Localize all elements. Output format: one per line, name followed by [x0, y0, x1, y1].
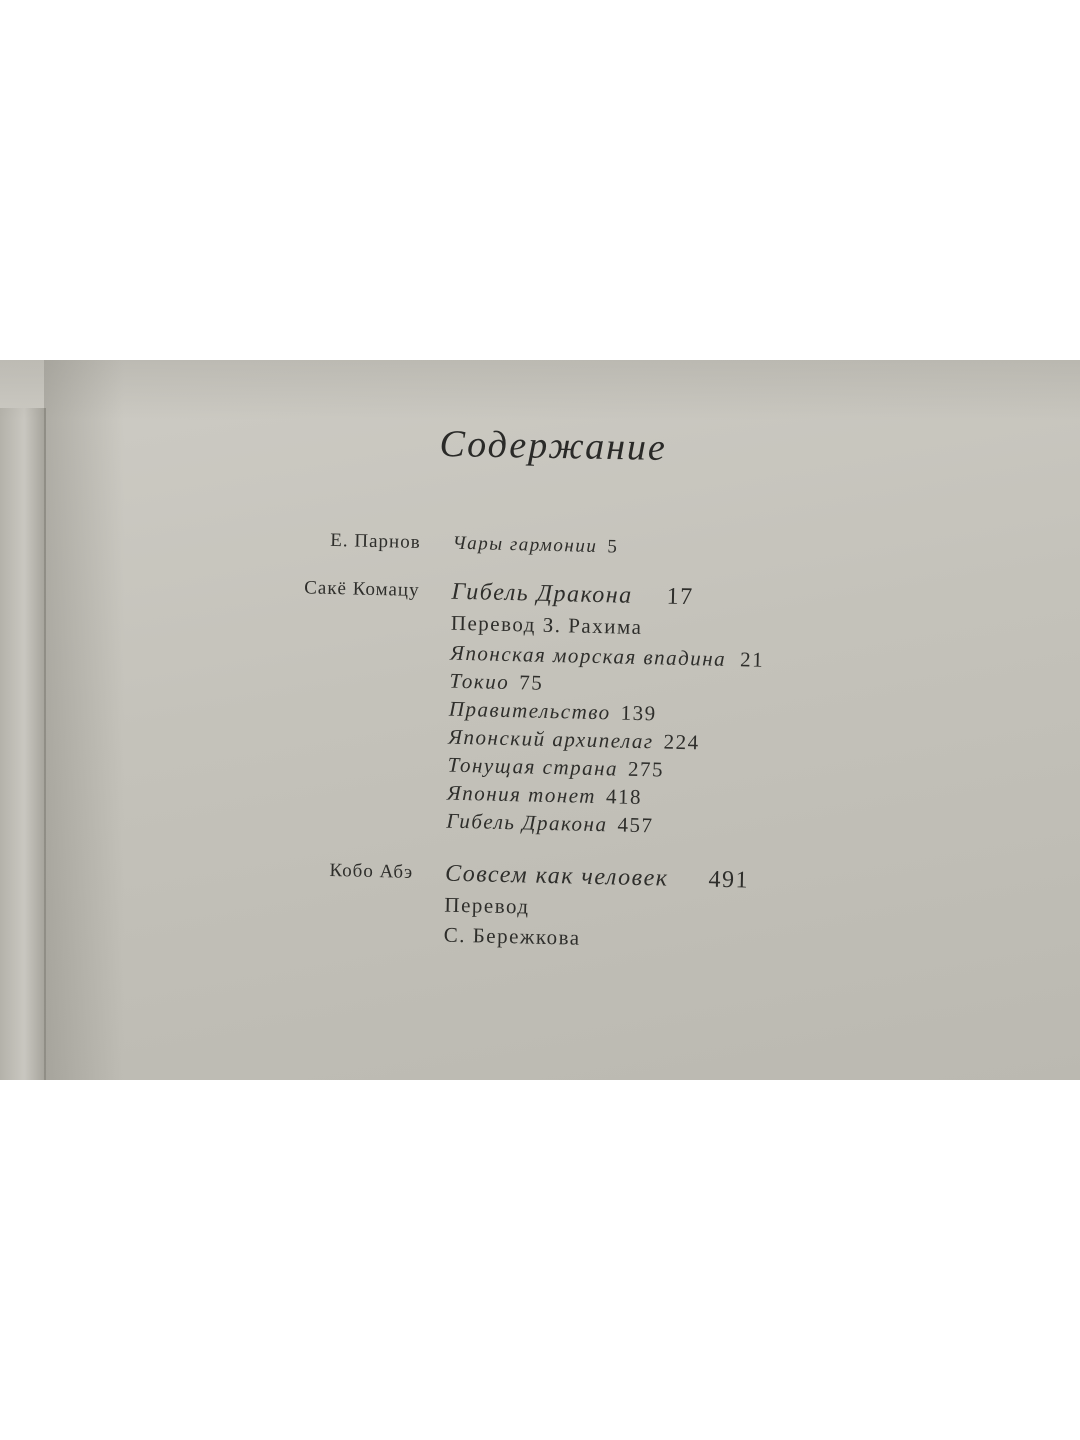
toc-author: Е. Парнов: [330, 529, 421, 553]
chapter-title: Токио: [449, 668, 510, 695]
page-title: Содержание: [439, 422, 668, 469]
toc-entry-title: Гибель Дракона: [451, 578, 634, 609]
toc-chapter: [448, 725, 700, 756]
toc-entry-title: Совсем как человек: [444, 860, 669, 892]
toc-page-number: 491: [708, 866, 750, 894]
chapter-page: 418: [605, 784, 643, 810]
book-page-photo: [0, 360, 1080, 1080]
chapter-page: 457: [617, 812, 654, 838]
toc-list: [0, 360, 1080, 1080]
toc-page-number: 17: [666, 583, 694, 611]
toc-chapter: [447, 753, 664, 783]
toc-author: Кобо Абэ: [329, 860, 414, 883]
chapter-page: 275: [627, 756, 665, 782]
toc-entry: [452, 533, 618, 559]
chapter-title: Гибель Дракона: [446, 808, 608, 837]
toc-entry-title: Чары гармонии: [452, 532, 598, 557]
toc-entry: [451, 579, 694, 611]
toc-translator: Перевод З. Рахима: [450, 610, 643, 640]
toc-chapter: [447, 781, 643, 810]
toc-translator: С. Бережкова: [443, 922, 581, 950]
chapter-title: Япония тонет: [446, 780, 597, 809]
toc-chapter: [450, 641, 765, 673]
chapter-title: Правительство: [448, 696, 611, 725]
toc-translator: Перевод: [444, 892, 530, 919]
toc-chapter: [449, 697, 657, 727]
chapter-title: Японская морская впадина: [449, 640, 727, 671]
chapter-title: Тонущая страна: [447, 752, 619, 781]
chapter-page: 139: [620, 700, 657, 726]
chapter-page: 224: [663, 729, 700, 755]
toc-chapter: [449, 669, 543, 696]
chapter-page: 75: [518, 670, 544, 695]
toc-chapter: [446, 809, 654, 839]
chapter-page: 21: [739, 647, 765, 672]
toc-author: Сакё Комацу: [303, 577, 420, 601]
chapter-title: Японский архипелаг: [447, 724, 654, 754]
toc-page-number: 5: [607, 536, 619, 558]
toc-entry: [445, 861, 749, 895]
